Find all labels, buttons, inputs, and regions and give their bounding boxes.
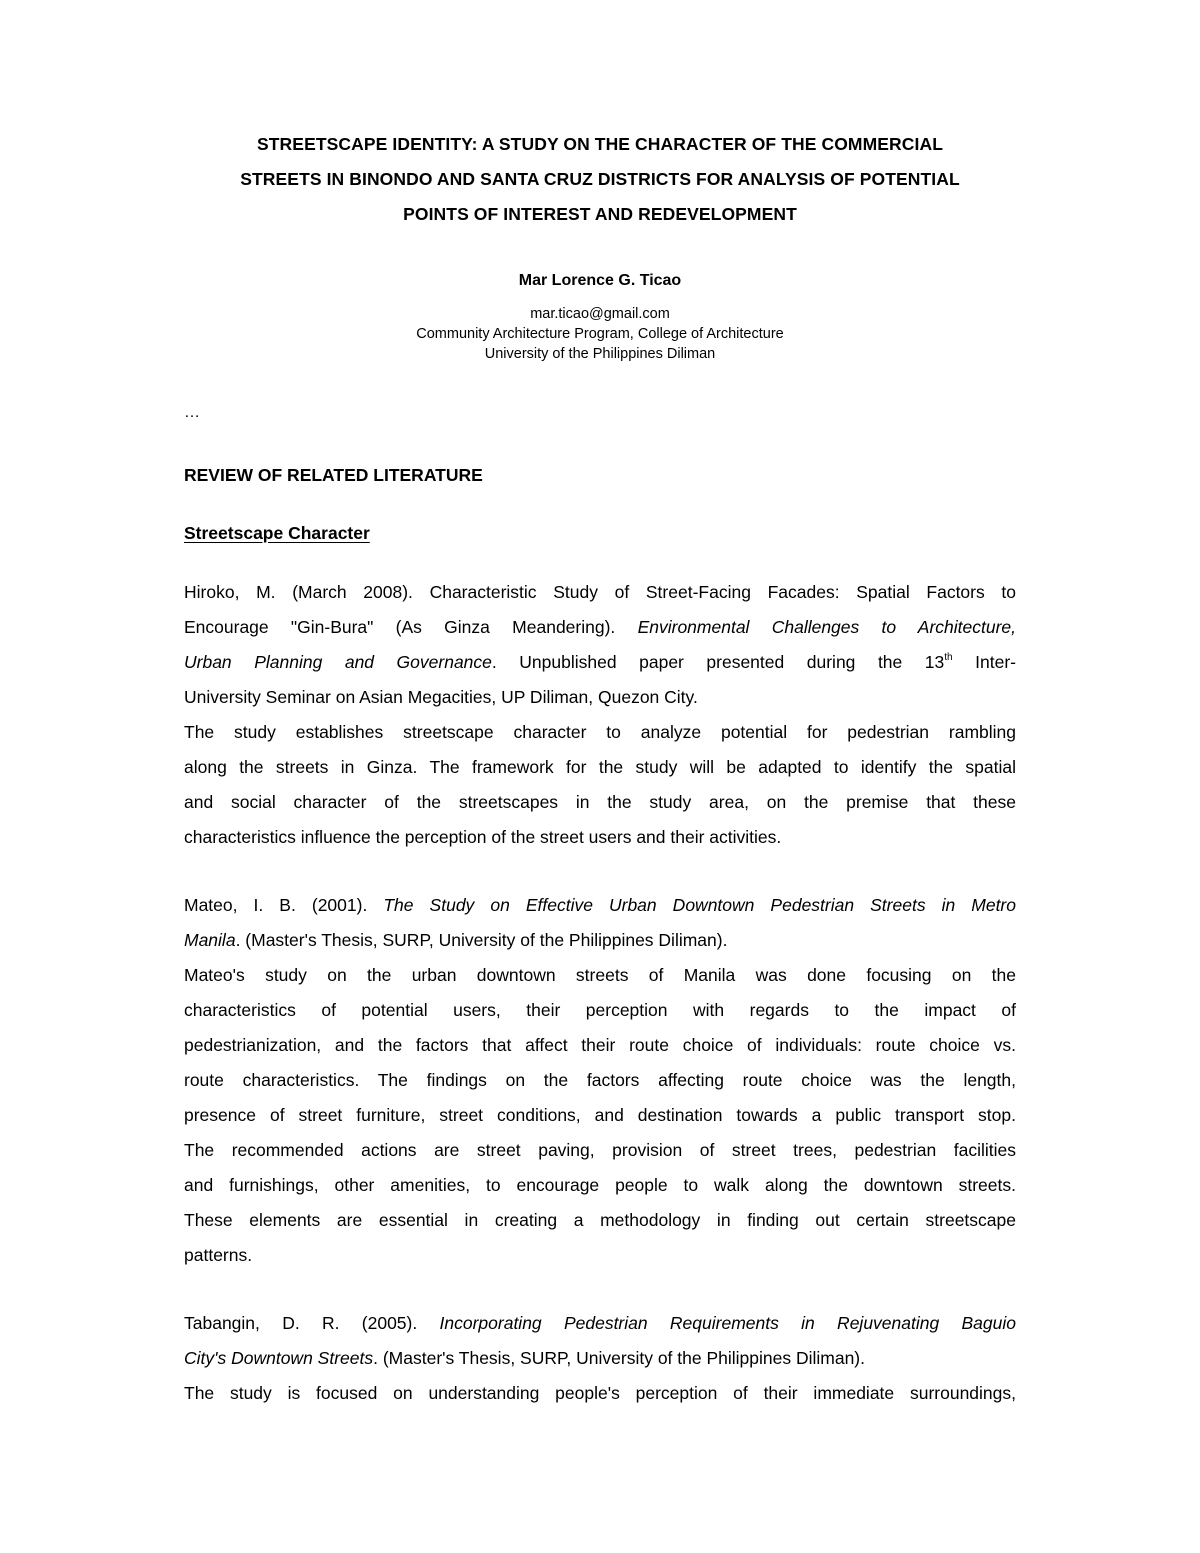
summary-line: These elements are essential in creating a methodology in finding out certain streetscape <box>184 1210 1016 1230</box>
affiliation-program: Community Architecture Program, College of Architecture <box>416 326 784 342</box>
reference-text: Inter- <box>952 652 1016 672</box>
summary-line: characteristics influence the perception of the street users and their activities. <box>184 827 782 847</box>
reference-source-title: City's Downtown Streets <box>184 1348 374 1368</box>
reference-source-title: The Study on Effective Urban Downtown Pedestrian Streets in Metro <box>383 895 1016 915</box>
reference-line <box>184 575 1016 610</box>
reference-text: University Seminar on Asian Megacities, UP Diliman, Quezon City. <box>184 687 698 707</box>
title-line: POINTS OF INTEREST AND REDEVELOPMENT <box>403 204 797 224</box>
reference-text: Hiroko, M. (March 2008). Characteristic Study of Street-Facing Facades: Spatial Factors to <box>184 582 1016 602</box>
reference-line <box>184 680 1016 715</box>
summary-line: The study is focused on understanding people's perception of their immediate surroundings, <box>184 1383 1016 1403</box>
reference-text: . (Master's Thesis, SURP, University of the Philippines Diliman). <box>235 930 728 950</box>
subsection-heading: Streetscape Character <box>184 523 370 543</box>
summary-line: The study establishes streetscape character to analyze potential for pedestrian rambling <box>184 722 1016 742</box>
summary-line: pedestrianization, and the factors that affect their route choice of individuals: route choice vs. <box>184 1035 1016 1055</box>
reference-text: Encourage "Gin-Bura" (As Ginza Meandering). <box>184 617 638 637</box>
author-email: mar.ticao@gmail.com <box>530 306 670 322</box>
reference-line <box>184 1341 1016 1376</box>
reference-line <box>184 923 1016 958</box>
summary-line: Mateo's study on the urban downtown streets of Manila was done focusing on the <box>184 965 1016 985</box>
reference-tabangin <box>184 1306 1016 1411</box>
reference-mateo <box>184 888 1016 1273</box>
summary-line: and social character of the streetscapes in the study area, on the premise that these <box>184 792 1016 812</box>
omission-ellipsis: … <box>184 404 201 421</box>
reference-source-title: Manila <box>184 930 236 950</box>
reference-line <box>184 1306 1016 1341</box>
reference-text: . Unpublished paper presented during the 13 <box>491 652 945 672</box>
summary-line: and furnishings, other amenities, to encourage people to walk along the downtown streets. <box>184 1175 1016 1195</box>
title-line: STREETSCAPE IDENTITY: A STUDY ON THE CHARACTER OF THE COMMERCIAL <box>257 134 943 154</box>
reference-text: . (Master's Thesis, SURP, University of the Philippines Diliman). <box>373 1348 865 1368</box>
reference-line <box>184 610 1016 645</box>
section-heading: REVIEW OF RELATED LITERATURE <box>184 465 483 485</box>
summary-line: patterns. <box>184 1245 253 1265</box>
author-name: Mar Lorence G. Ticao <box>518 272 682 289</box>
affiliation-university: University of the Philippines Diliman <box>484 346 716 362</box>
reference-text: Mateo, I. B. (2001). <box>184 895 384 915</box>
summary-line: The recommended actions are street paving, provision of street trees, pedestrian facilities <box>184 1140 1016 1160</box>
reference-source-title: Incorporating Pedestrian Requirements in Rejuvenating Baguio <box>439 1313 1016 1333</box>
author-affiliation <box>0 304 1200 364</box>
summary-line: presence of street furniture, street conditions, and destination towards a public transport stop. <box>184 1105 1016 1125</box>
summary-line: along the streets in Ginza. The framework for the study will be adapted to identify the spatial <box>184 757 1016 777</box>
reference-line <box>184 645 1016 680</box>
summary-line: route characteristics. The findings on the factors affecting route choice was the length, <box>184 1070 1016 1090</box>
reference-line <box>184 888 1016 923</box>
reference-text: Tabangin, D. R. (2005). <box>184 1313 440 1333</box>
paper-title <box>150 127 1050 232</box>
reference-hiroko <box>184 575 1016 855</box>
reference-source-title: Urban Planning and Governance <box>184 652 492 672</box>
reference-source-title: Environmental Challenges to Architecture, <box>637 617 1017 637</box>
ordinal-superscript: th <box>944 652 953 663</box>
summary-line: characteristics of potential users, their perception with regards to the impact of <box>184 1000 1016 1020</box>
title-line: STREETS IN BINONDO AND SANTA CRUZ DISTRICTS FOR ANALYSIS OF POTENTIAL <box>240 169 960 189</box>
